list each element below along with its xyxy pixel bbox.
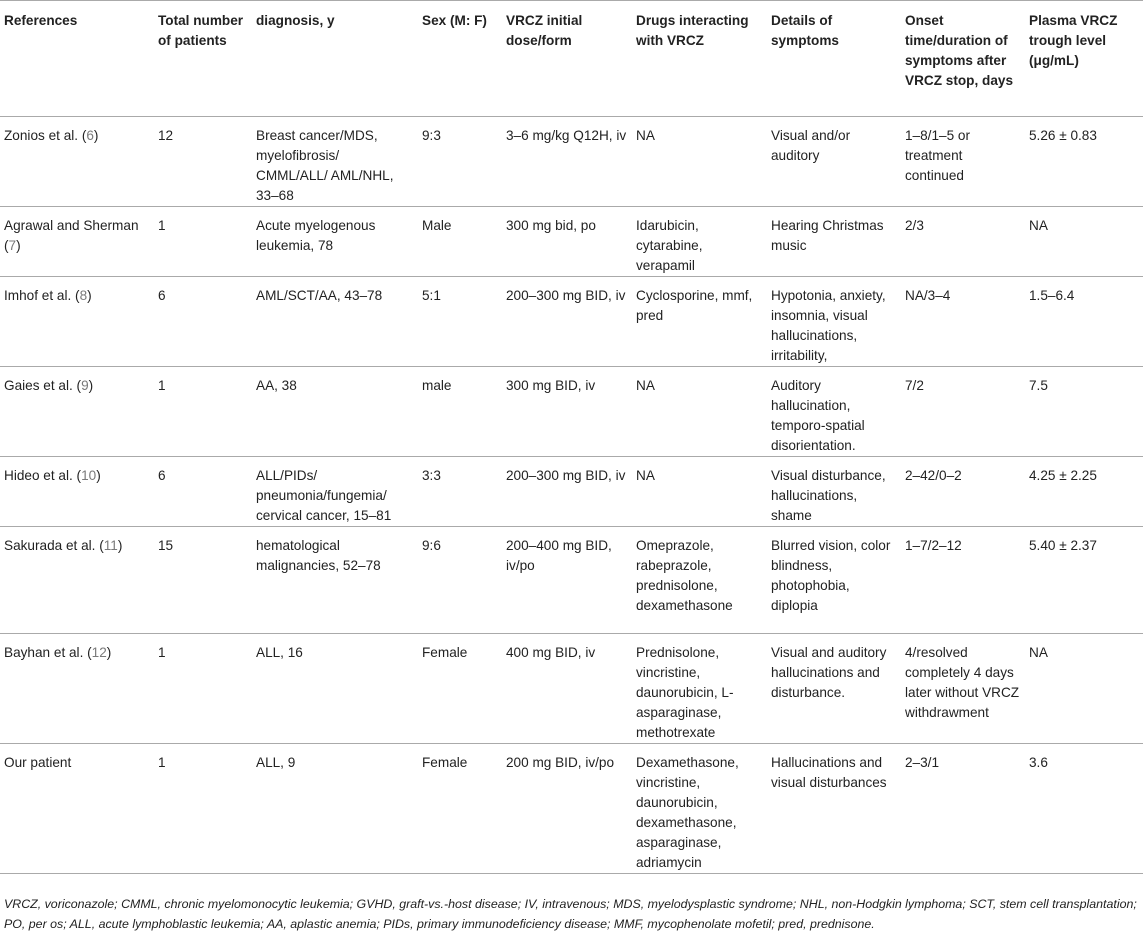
header-references: References <box>4 13 78 28</box>
cell-drugs: Omeprazole, rabeprazole, prednisolone, dexamethasone <box>636 538 733 613</box>
cell-total: 6 <box>158 468 166 483</box>
cell-symptoms: Blurred vision, color blindness, photophobia, diplopia <box>771 538 891 613</box>
table-row <box>0 527 1143 634</box>
cell-drugs: Dexamethasone, vincristine, daunorubicin, dexamethasone, asparaginase, adriamycin <box>636 755 739 870</box>
reference-link[interactable]: 11 <box>103 538 118 553</box>
cell-total: 1 <box>158 218 166 233</box>
reference-link[interactable]: 10 <box>81 468 97 483</box>
cell-diagnosis: ALL, 9 <box>256 755 296 770</box>
header-sex: Sex (M: F) <box>422 13 487 28</box>
reference-link[interactable]: 7 <box>8 238 17 253</box>
cell-diagnosis: hematological malignancies, 52–78 <box>256 538 381 573</box>
cell-onset: 4/resolved completely 4 days later without VRCZ withdrawment <box>905 645 1020 720</box>
cell-dose: 200–300 mg BID, iv <box>506 468 626 483</box>
cell-diagnosis: Acute myelogenous leukemia, 78 <box>256 218 376 253</box>
cell-drugs: NA <box>636 468 655 483</box>
cell-level: 1.5–6.4 <box>1029 288 1075 303</box>
table-row <box>0 457 1143 527</box>
cell-reference: Sakurada et al. (11) <box>4 538 123 553</box>
reference-link[interactable]: 8 <box>79 288 88 303</box>
cell-diagnosis: Breast cancer/MDS, myelofibrosis/ CMML/ALL/ AML/NHL, 33–68 <box>256 128 394 203</box>
cell-onset: 2–3/1 <box>905 755 940 770</box>
cell-symptoms: Hallucinations and visual disturbances <box>771 755 887 790</box>
cell-sex: male <box>422 378 452 393</box>
table-row <box>0 744 1143 874</box>
cell-sex: 9:3 <box>422 128 441 143</box>
cell-drugs: Prednisolone, vincristine, daunorubicin, L-asparaginase, methotrexate <box>636 645 734 740</box>
table-row <box>0 634 1143 744</box>
cell-level: 3.6 <box>1029 755 1048 770</box>
header-diagnosis: diagnosis, y <box>256 13 335 28</box>
cell-onset: 2–42/0–2 <box>905 468 962 483</box>
table-header <box>0 1 1143 117</box>
cell-sex: Male <box>422 218 452 233</box>
table-body <box>0 117 1143 874</box>
cell-level: 5.40 ± 2.37 <box>1029 538 1097 553</box>
cell-sex: 9:6 <box>422 538 441 553</box>
cell-dose: 3–6 mg/kg Q12H, iv <box>506 128 627 143</box>
cell-symptoms: Visual and/or auditory <box>771 128 851 163</box>
header-total-patients: Total number of patients <box>158 13 244 48</box>
cell-diagnosis: AA, 38 <box>256 378 297 393</box>
reference-link[interactable]: 9 <box>81 378 89 393</box>
cell-level: NA <box>1029 218 1048 233</box>
cell-diagnosis: ALL/PIDs/ pneumonia/fungemia/ cervical cancer, 15–81 <box>256 468 392 523</box>
table-row <box>0 207 1143 277</box>
cell-dose: 300 mg bid, po <box>506 218 596 233</box>
cell-symptoms: Hearing Christmas music <box>771 218 884 253</box>
cell-symptoms: Visual and auditory hallucinations and disturbance. <box>771 645 887 700</box>
cell-sex: Female <box>422 645 468 660</box>
cell-dose: 200 mg BID, iv/po <box>506 755 615 770</box>
cell-reference: Imhof et al. (8) <box>4 288 92 303</box>
cell-total: 6 <box>158 288 166 303</box>
header-trough-level: Plasma VRCZ trough level (μg/mL) <box>1029 13 1118 68</box>
cell-diagnosis: ALL, 16 <box>256 645 303 660</box>
cell-reference: Agrawal and Sherman (7) <box>4 218 139 253</box>
cell-drugs: Idarubicin, cytarabine, verapamil <box>636 218 703 273</box>
reference-link[interactable]: 12 <box>91 645 107 660</box>
reference-link[interactable]: 6 <box>86 128 94 143</box>
header-onset: Onset time/duration of symptoms after VRCZ stop, days <box>905 13 1014 88</box>
cell-reference: Bayhan et al. (12) <box>4 645 112 660</box>
cell-dose: 300 mg BID, iv <box>506 378 596 393</box>
header-row <box>0 1 1143 117</box>
cell-reference: Our patient <box>4 755 72 770</box>
cell-level: 4.25 ± 2.25 <box>1029 468 1097 483</box>
cell-total: 1 <box>158 645 166 660</box>
cell-drugs: NA <box>636 128 655 143</box>
cell-dose: 200–400 mg BID, iv/po <box>506 538 612 573</box>
cell-reference: Hideo et al. (10) <box>4 468 101 483</box>
cell-symptoms: Visual disturbance, hallucinations, shame <box>771 468 886 523</box>
cell-total: 12 <box>158 128 174 143</box>
cell-dose: 400 mg BID, iv <box>506 645 596 660</box>
cell-onset: 2/3 <box>905 218 924 233</box>
cell-reference: Gaies et al. (9) <box>4 378 94 393</box>
cell-sex: Female <box>422 755 468 770</box>
cell-level: 5.26 ± 0.83 <box>1029 128 1097 143</box>
header-drugs: Drugs interacting with VRCZ <box>636 13 749 48</box>
cell-onset: NA/3–4 <box>905 288 951 303</box>
header-dose: VRCZ initial dose/form <box>506 13 583 48</box>
cell-diagnosis: AML/SCT/AA, 43–78 <box>256 288 383 303</box>
cell-onset: 7/2 <box>905 378 924 393</box>
cell-sex: 3:3 <box>422 468 441 483</box>
cell-total: 15 <box>158 538 174 553</box>
table-row <box>0 277 1143 367</box>
cell-symptoms: Auditory hallucination, temporo-spatial disorientation. <box>771 378 865 453</box>
header-symptoms: Details of symptoms <box>771 13 839 48</box>
table-row <box>0 367 1143 457</box>
cell-level: 7.5 <box>1029 378 1048 393</box>
cell-total: 1 <box>158 755 166 770</box>
cell-sex: 5:1 <box>422 288 441 303</box>
cell-drugs: Cyclosporine, mmf, pred <box>636 288 753 323</box>
table-row <box>0 117 1143 207</box>
cell-drugs: NA <box>636 378 655 393</box>
cell-symptoms: Hypotonia, anxiety, insomnia, visual hallucinations, irritability, <box>771 288 886 363</box>
cell-onset: 1–7/2–12 <box>905 538 962 553</box>
cell-reference: Zonios et al. (6) <box>4 128 99 143</box>
cell-onset: 1–8/1–5 or treatment continued <box>905 128 971 183</box>
table-footnote: VRCZ, voriconazole; CMML, chronic myelomonocytic leukemia; GVHD, graft-vs.-host disease; IV, intravenous; MDS, myelodysplastic syndrome; NHL, non-Hodgkin lymphoma; SCT, stem cell transplantation; PO, per os; ALL, acute lymphoblastic leukemia; AA, aplastic anemia; PIDs, primary immunodeficiency disease; MMF, mycophenolate mofetil; pred, prednisone. <box>4 897 1137 931</box>
cell-total: 1 <box>158 378 166 393</box>
cell-dose: 200–300 mg BID, iv <box>506 288 626 303</box>
cell-level: NA <box>1029 645 1048 660</box>
